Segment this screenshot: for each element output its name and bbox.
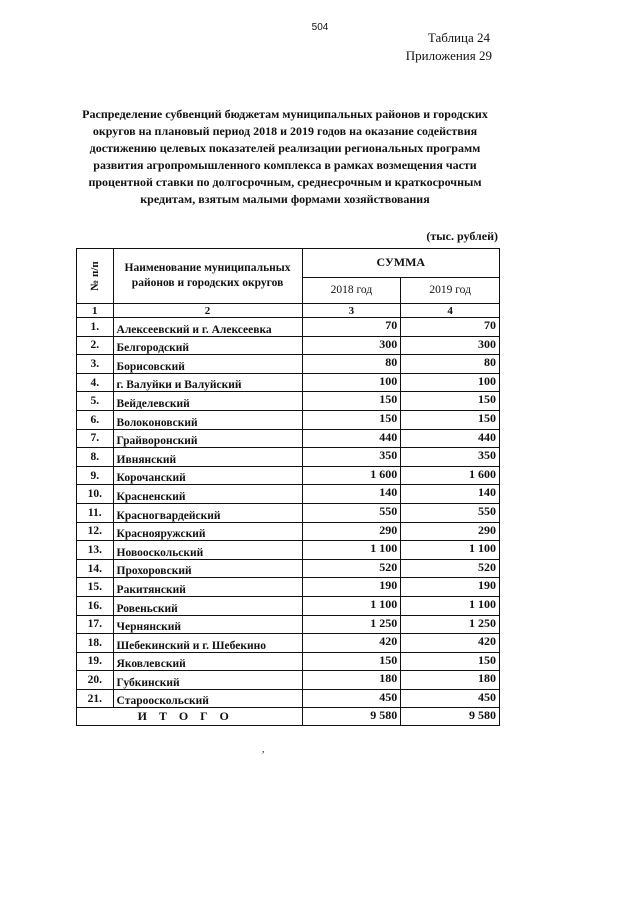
value-2018: 80 bbox=[302, 355, 401, 374]
value-2019: 350 bbox=[401, 448, 500, 467]
column-index: 1 bbox=[77, 304, 114, 318]
value-2018: 180 bbox=[302, 671, 401, 690]
value-2019: 150 bbox=[401, 410, 500, 429]
document-title: Распределение субвенций бюджетам муниципальных районов и городских округов на плановый период 2018 и 2019 годов на оказание содействия достижению целевых показателей реализации региональных программ развития агропромышленного комплекса в рамках возмещения части процентной ставки по долгосрочным, среднесрочным и краткосрочным кредитам, взятым малыми формами хозяйствования bbox=[82, 107, 488, 206]
table-row bbox=[77, 485, 500, 504]
row-number: 16. bbox=[77, 596, 114, 615]
row-number: 3. bbox=[77, 355, 114, 374]
table-row bbox=[77, 652, 500, 671]
table-row bbox=[77, 503, 500, 522]
table-row bbox=[77, 578, 500, 597]
total-label: ИТОГО bbox=[77, 708, 303, 726]
row-number: 7. bbox=[77, 429, 114, 448]
district-name: Красненский bbox=[113, 485, 302, 504]
row-number: 12. bbox=[77, 522, 114, 541]
row-number: 15. bbox=[77, 578, 114, 597]
row-number: 19. bbox=[77, 652, 114, 671]
value-2018: 150 bbox=[302, 410, 401, 429]
district-name: Ивнянский bbox=[113, 448, 302, 467]
value-2018: 100 bbox=[302, 373, 401, 392]
value-2018: 420 bbox=[302, 634, 401, 653]
district-name: Ровеньский bbox=[113, 596, 302, 615]
table-row bbox=[77, 392, 500, 411]
value-2018: 290 bbox=[302, 522, 401, 541]
table-row bbox=[77, 410, 500, 429]
total-2019: 9 580 bbox=[401, 708, 500, 726]
district-name: Волоконовский bbox=[113, 410, 302, 429]
header-year-2018: 2018 год bbox=[302, 277, 401, 303]
value-2018: 190 bbox=[302, 578, 401, 597]
row-number: 21. bbox=[77, 689, 114, 708]
table-row bbox=[77, 373, 500, 392]
value-2018: 440 bbox=[302, 429, 401, 448]
subvention-table bbox=[76, 248, 500, 726]
value-2019: 290 bbox=[401, 522, 500, 541]
value-2019: 300 bbox=[401, 336, 500, 355]
district-name: Чернянский bbox=[113, 615, 302, 634]
row-number: 9. bbox=[77, 466, 114, 485]
table-row bbox=[77, 541, 500, 560]
value-2019: 150 bbox=[401, 652, 500, 671]
value-2019: 1 100 bbox=[401, 541, 500, 560]
table-row bbox=[77, 634, 500, 653]
total-2018: 9 580 bbox=[302, 708, 401, 726]
district-name: Вейделевский bbox=[113, 392, 302, 411]
table-row bbox=[77, 336, 500, 355]
value-2019: 180 bbox=[401, 671, 500, 690]
table-row bbox=[77, 615, 500, 634]
district-name: Алексеевский и г. Алексеевка bbox=[113, 318, 302, 337]
value-2019: 150 bbox=[401, 392, 500, 411]
district-name: Борисовский bbox=[113, 355, 302, 374]
column-index: 3 bbox=[302, 304, 401, 318]
value-2019: 450 bbox=[401, 689, 500, 708]
page-number: 504 bbox=[311, 22, 329, 33]
table-row bbox=[77, 671, 500, 690]
district-name: Белгородский bbox=[113, 336, 302, 355]
value-2019: 420 bbox=[401, 634, 500, 653]
district-name: Новооскольский bbox=[113, 541, 302, 560]
value-2019: 100 bbox=[401, 373, 500, 392]
value-2018: 150 bbox=[302, 652, 401, 671]
value-2018: 520 bbox=[302, 559, 401, 578]
row-number: 5. bbox=[77, 392, 114, 411]
column-index: 4 bbox=[401, 304, 500, 318]
row-number: 11. bbox=[77, 503, 114, 522]
row-number: 4. bbox=[77, 373, 114, 392]
table-row bbox=[77, 355, 500, 374]
row-number: 18. bbox=[77, 634, 114, 653]
value-2018: 1 250 bbox=[302, 615, 401, 634]
table-row bbox=[77, 318, 500, 337]
district-name: г. Валуйки и Валуйский bbox=[113, 373, 302, 392]
row-number: 17. bbox=[77, 615, 114, 634]
column-index: 2 bbox=[113, 304, 302, 318]
row-number: 1. bbox=[77, 318, 114, 337]
units-label: (тыс. рублей) bbox=[426, 229, 498, 243]
table-row bbox=[77, 522, 500, 541]
table-row bbox=[77, 429, 500, 448]
value-2019: 80 bbox=[401, 355, 500, 374]
district-name: Краснояружский bbox=[113, 522, 302, 541]
value-2019: 190 bbox=[401, 578, 500, 597]
district-name: Старооскольский bbox=[113, 689, 302, 708]
value-2019: 1 250 bbox=[401, 615, 500, 634]
value-2019: 70 bbox=[401, 318, 500, 337]
column-index-row bbox=[77, 304, 500, 318]
value-2019: 140 bbox=[401, 485, 500, 504]
row-number: 10. bbox=[77, 485, 114, 504]
row-number: 8. bbox=[77, 448, 114, 467]
header-name: Наименование муниципальных районов и городских округов bbox=[113, 249, 302, 304]
table-row bbox=[77, 689, 500, 708]
header-year-2019: 2019 год bbox=[401, 277, 500, 303]
value-2018: 1 100 bbox=[302, 541, 401, 560]
value-2019: 1 600 bbox=[401, 466, 500, 485]
value-2019: 550 bbox=[401, 503, 500, 522]
value-2018: 350 bbox=[302, 448, 401, 467]
district-name: Грайворонский bbox=[113, 429, 302, 448]
row-number: 2. bbox=[77, 336, 114, 355]
header-num bbox=[77, 249, 114, 304]
table-row bbox=[77, 448, 500, 467]
value-2018: 450 bbox=[302, 689, 401, 708]
district-name: Корочанский bbox=[113, 466, 302, 485]
value-2018: 150 bbox=[302, 392, 401, 411]
appendix-label: Приложения 29 bbox=[405, 48, 492, 63]
row-number: 20. bbox=[77, 671, 114, 690]
header-num-label: № п/п bbox=[88, 261, 101, 291]
header-sum: СУММА bbox=[302, 249, 499, 278]
total-row bbox=[77, 708, 500, 726]
table-label: Таблица 24 bbox=[427, 30, 490, 45]
table-row bbox=[77, 596, 500, 615]
row-number: 13. bbox=[77, 541, 114, 560]
district-name: Ракитянский bbox=[113, 578, 302, 597]
district-name: Губкинский bbox=[113, 671, 302, 690]
district-name: Шебекинский и г. Шебекино bbox=[113, 634, 302, 653]
value-2018: 300 bbox=[302, 336, 401, 355]
table-row bbox=[77, 466, 500, 485]
value-2019: 440 bbox=[401, 429, 500, 448]
value-2018: 550 bbox=[302, 503, 401, 522]
stray-mark: , bbox=[262, 744, 265, 755]
district-name: Прохоровский bbox=[113, 559, 302, 578]
value-2018: 140 bbox=[302, 485, 401, 504]
value-2019: 520 bbox=[401, 559, 500, 578]
value-2018: 70 bbox=[302, 318, 401, 337]
table-row bbox=[77, 559, 500, 578]
row-number: 6. bbox=[77, 410, 114, 429]
district-name: Яковлевский bbox=[113, 652, 302, 671]
value-2018: 1 600 bbox=[302, 466, 401, 485]
row-number: 14. bbox=[77, 559, 114, 578]
value-2019: 1 100 bbox=[401, 596, 500, 615]
value-2018: 1 100 bbox=[302, 596, 401, 615]
district-name: Красногвардейский bbox=[113, 503, 302, 522]
